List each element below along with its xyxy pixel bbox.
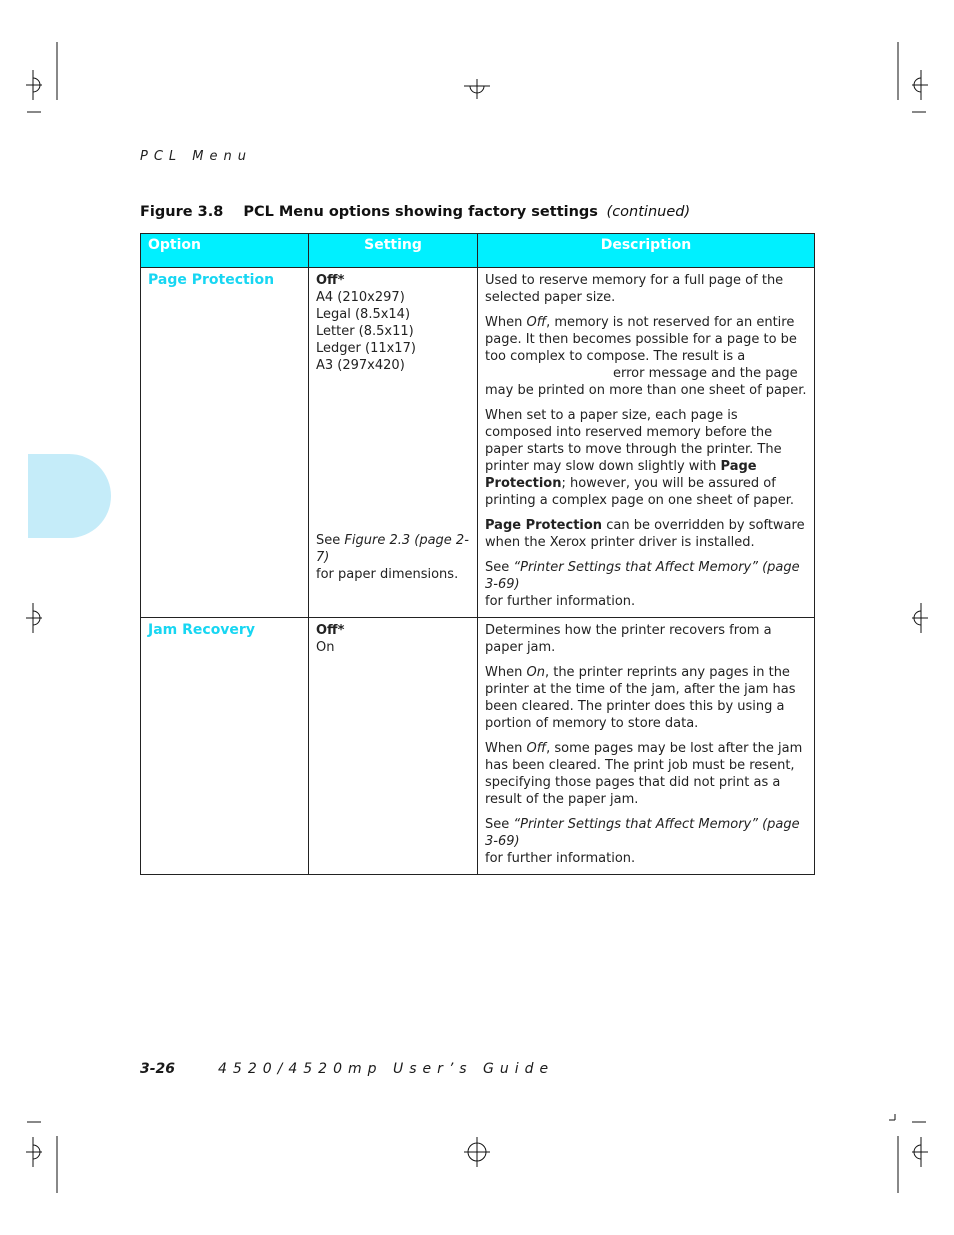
table-row: [141, 268, 815, 618]
pcl-options-table: [140, 233, 815, 875]
description-paragraph: See “Printer Settings that Affect Memory” (page 3-69) for further information.: [485, 817, 800, 866]
figure-reference: Figure 2.3 (page 2-7): [316, 533, 469, 565]
cross-reference: “Printer Settings that Affect Memory” (page 3-69): [485, 560, 800, 592]
chapter-thumb-tab: [28, 454, 111, 538]
figure-continued: (continued): [606, 204, 691, 220]
description-paragraph: Page Protection can be overridden by software when the Xerox printer driver is installed.: [485, 518, 805, 550]
col-header-setting: Setting: [309, 234, 478, 268]
setting-list: [316, 622, 470, 656]
cross-reference: “Printer Settings that Affect Memory” (page 3-69): [485, 817, 800, 849]
option-name-jam-recovery: Jam Recovery: [148, 622, 255, 638]
description-paragraph: See “Printer Settings that Affect Memory” (page 3-69) for further information.: [485, 560, 800, 609]
guide-title: 4520/4520mp User’s Guide: [218, 1061, 555, 1077]
table-header-row: [141, 234, 815, 268]
description-cell: [478, 618, 815, 875]
description-paragraph: When Off, memory is not reserved for an entire page. It then becomes possible for a page to be too complex to compose. The result is aerror message and the page may be printed on more than one sheet of paper.: [485, 315, 807, 398]
page-number: 3-26: [140, 1061, 176, 1077]
setting-value: On: [316, 640, 335, 655]
description-cell: [478, 268, 815, 618]
description-paragraph: When On, the printer reprints any pages in the printer at the time of the jam, after the jam has been cleared. The printer does this by using a portion of memory to store data.: [485, 665, 796, 731]
setting-value: A4 (210x297): [316, 290, 405, 305]
setting-default: Off*: [316, 273, 345, 288]
option-name-page-protection: Page Protection: [148, 272, 275, 288]
setting-value: A3 (297x420): [316, 358, 405, 373]
description-paragraph: When Off, some pages may be lost after the jam has been cleared. The print job must be resent, specifying those pages that did not print as a result of the paper jam.: [485, 741, 803, 807]
setting-value: Legal (8.5x14): [316, 307, 411, 322]
col-header-option: Option: [141, 234, 309, 268]
setting-cell: [309, 268, 478, 618]
setting-default: Off*: [316, 623, 345, 638]
col-header-description: Description: [478, 234, 815, 268]
option-cell: [141, 268, 309, 618]
description-paragraph: When set to a paper size, each page is composed into reserved memory before the paper starts to move through the printer. The printer may slow down slightly with Page Protection; however, you will be assured of printing a complex page on one sheet of paper.: [485, 408, 795, 508]
table-row: [141, 618, 815, 875]
running-header: PCL Menu: [140, 149, 252, 164]
setting-cell: [309, 618, 478, 875]
description-paragraph: Used to reserve memory for a full page of the selected paper size.: [485, 273, 784, 305]
setting-note: See Figure 2.3 (page 2-7) for paper dimensions.: [316, 533, 469, 582]
option-cell: [141, 618, 309, 875]
figure-title: PCL Menu options showing factory settings: [243, 204, 598, 220]
figure-number: Figure 3.8: [140, 204, 224, 220]
figure-caption: [140, 204, 690, 220]
description-paragraph: Determines how the printer recovers from a paper jam.: [485, 623, 772, 655]
setting-list: [316, 272, 470, 374]
setting-value: Ledger (11x17): [316, 341, 416, 356]
setting-value: Letter (8.5x11): [316, 324, 414, 339]
